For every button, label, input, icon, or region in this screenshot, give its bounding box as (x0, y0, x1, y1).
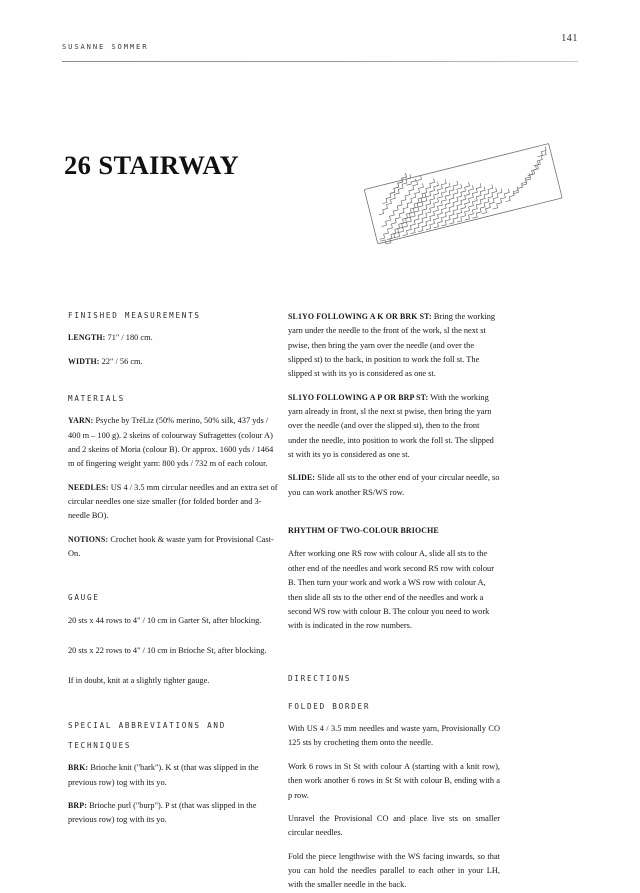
sl1yo-knit-value: Bring the working yarn under the needle to the front of the work, sl the next st pwise, then bring the yarn over the needle (and over the slipped st) to the back, in position to work the foll st. The slipped st with its yo is considered as one st. (288, 312, 496, 379)
spacer (288, 643, 500, 673)
page-number: 141 (561, 33, 578, 44)
left-column (68, 310, 280, 828)
gauge-brioche: 20 sts x 22 rows to 4" / 10 cm in Brioche St, after blocking. (68, 646, 267, 656)
heading-special-abbreviations-line2: TECHNIQUES (68, 741, 132, 750)
needles-value: US 4 / 3.5 mm circular needles and an extra set of circular needles one size smaller (for folded border and 3-needle BO). (68, 482, 278, 521)
heading-directions: DIRECTIONS (288, 673, 352, 683)
brk-value: Brioche knit ("bark"). K st (that was slipped in the previous row) tog with its yo. (68, 763, 259, 787)
slide-label: SLIDE: (288, 473, 316, 483)
slide-value: Slide all sts to the other end of your circular needle, so you can work another RS/WS row. (288, 473, 500, 497)
heading-special-abbreviations-line1: SPECIAL ABBREVIATIONS AND (68, 720, 227, 730)
needles-label: NEEDLES: (68, 482, 109, 492)
abbreviation-slide (288, 471, 500, 500)
spacer (288, 509, 500, 524)
materials-yarn (68, 414, 280, 471)
spacer (68, 698, 280, 720)
brk-label: BRK: (68, 763, 89, 773)
heading-folded-border: FOLDED BORDER (288, 701, 371, 711)
spacer (68, 378, 280, 393)
rhythm-heading-text: RHYTHM OF TWO-COLOUR BRIOCHE (288, 526, 439, 536)
notions-value: Crochet hook & waste yarn for Provisional Cast-On. (68, 534, 274, 559)
page-title: 26 STAIRWAY (64, 149, 240, 180)
folded-border-step-2: Work 6 rows in St St with colour A (starting with a knit row), then work another 6 rows in St St with colour B, ending with a p row. (288, 761, 500, 800)
materials-needles (68, 481, 280, 524)
sl1yo-purl-value: With the working yarn already in front, sl the next st pwise, then bring the yarn over the needle (and over the slipped st), then to the front under the needle, into position to work the foll st. The slipped st with its yo is considered as one st. (288, 392, 494, 460)
spacer (68, 667, 280, 674)
brp-value: Brioche purl ("burp"). P st (that was slipped in the previous row) tog with its yo. (68, 800, 257, 825)
spacer (68, 570, 280, 592)
heading-rhythm-two-colour-brioche (288, 524, 500, 538)
abbreviation-sl1yo-knit (288, 310, 500, 382)
right-column (288, 310, 500, 893)
abbreviation-brp (68, 799, 280, 828)
heading-finished-measurements: FINISHED MEASUREMENTS (68, 311, 201, 320)
abbreviation-brk (68, 761, 280, 790)
width-label: WIDTH: (68, 356, 100, 366)
header-rule (62, 61, 578, 62)
sl1yo-knit-label: SL1YO FOLLOWING A K OR BRK ST: (288, 312, 432, 321)
spacer (288, 694, 500, 701)
running-head (62, 33, 578, 64)
heading-gauge: GAUGE (68, 593, 100, 603)
abbreviation-sl1yo-purl (288, 391, 500, 463)
folded-border-step-4: Fold the piece lengthwise with the WS facing inwards, so that you can hold the needles parallel to each other in your LH, with the smaller needle in the back. (288, 851, 500, 890)
yarn-label: YARN: (68, 416, 94, 426)
width-value: 22" / 56 cm. (99, 356, 143, 366)
notions-label: NOTIONS: (68, 534, 109, 544)
materials-notions (68, 533, 280, 562)
sl1yo-purl-label: SL1YO FOLLOWING A P OR BRP ST: (288, 392, 429, 402)
folded-border-step-3: Unravel the Provisional CO and place live sts on smaller circular needles. (288, 813, 500, 838)
measurement-length (68, 331, 280, 345)
knitted-scarf-illustration (352, 128, 572, 258)
length-value: 71" / 180 cm. (105, 333, 153, 343)
heading-materials: MATERIALS (68, 393, 125, 403)
brp-label: BRP: (68, 800, 88, 810)
measurement-width (68, 355, 280, 369)
running-head-author: SUSANNE SOMMER (62, 42, 149, 51)
rhythm-body: After working one RS row with colour A, slide all sts to the other end of the needles and work second RS row with colour B. Then turn your work and work a WS row with colour A, then slide all sts to the other end of the needles and work a second WS row with colour B. The colour you need to work with is indicated in the row numbers. (288, 549, 494, 631)
length-label: LENGTH: (68, 333, 106, 343)
folded-border-step-1: With US 4 / 3.5 mm needles and waste yarn, Provisionally CO 125 sts by crocheting them onto the needle. (288, 724, 500, 748)
yarn-value: Psyche by TréLiz (50% merino, 50% silk, 437 yds / 400 m – 100 g). 2 skeins of colourway Sufragettes (colour A) and 2 skeins of Moria (colour B). Or approx. 1600 yds / 1464 m of fingering weight yarn: 800 yds / 732 m of each colour. (68, 416, 274, 469)
gauge-note: If in doubt, knit at a slightly tighter gauge. (68, 676, 210, 686)
spacer (68, 637, 280, 644)
gauge-garter: 20 sts x 44 rows to 4" / 10 cm in Garter St, after blocking. (68, 615, 262, 625)
